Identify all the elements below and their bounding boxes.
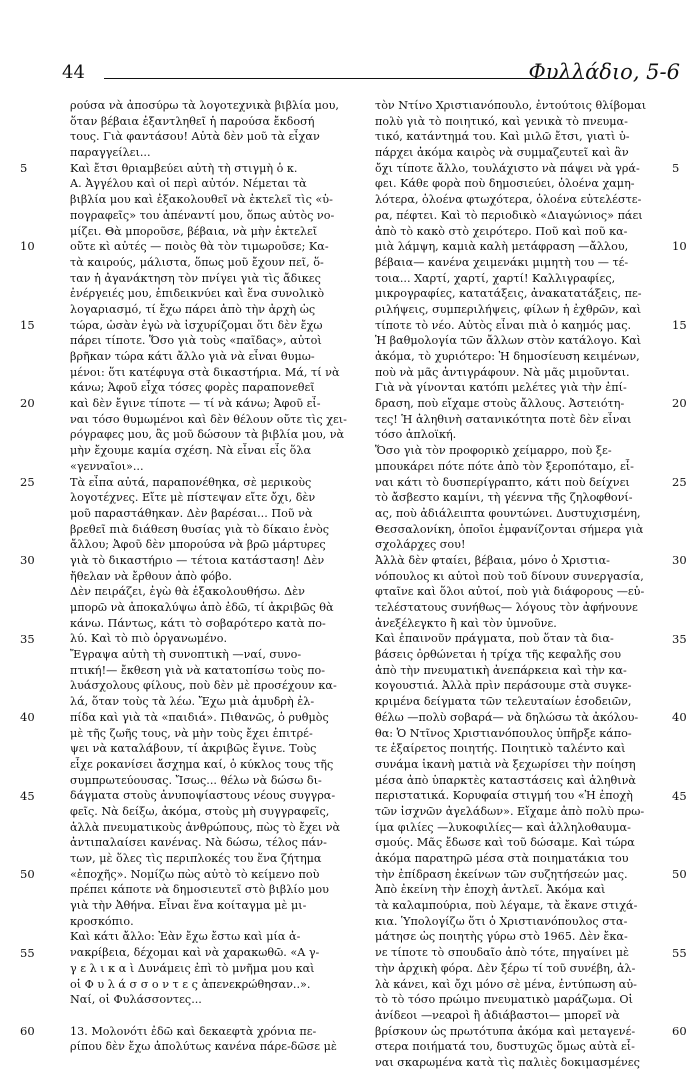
text-line: τίποτε τὸ νέο. Αὐτὸς εἶναι πιὰ ὁ καημός μας. [375,318,632,332]
line-number: 25 [20,474,35,489]
text-line: πολὺ γιὰ τὸ ποιητικό, καὶ γενικὰ τὸ πνευμα- [375,114,628,128]
line-number: 55 [20,945,35,960]
line-number: 10 [672,239,687,254]
text-line: γιὰ τὸ δικαστήριο — τέτοια κατάσταση! Δὲν [70,553,325,567]
text-line: Ἡ βαθμολογία τῶν ἄλλων στὸν κατάλογο. Καὶ [375,334,642,348]
line-number: 35 [672,631,687,646]
text-line: Θεσσαλονίκη, ὁποῖοι ἐμφανίζονται σήμερα γιὰ [375,522,644,536]
text-line: λύ. Καὶ τὸ πιὸ ὀργανωμένο. [70,632,228,646]
text-line: τες! Ἡ ἀληθινὴ σατανικότητα ποτὲ δὲν εἶναι [375,412,632,426]
text-line: ὅταν βέβαια ἐξαντληθεῖ ἡ παρούσα ἔκδοσή [70,114,315,128]
text-line: οἱ Φ υ λ ά σ σ ο ν τ ε ς ἀπενεκρώθησαν..». [70,977,311,991]
text-line: ἀκόμα παρατηρῶ μέσα στὰ ποιηματάκια του [375,852,629,865]
text-line: μοῦ παραστάθηκαν. Δὲν βαρέσαι... Ποῦ νὰ [70,506,313,520]
text-line: γ ε λ ι κ α ὶ Δυνάμεις ἐπὶ τὸ μνῆμα μου καὶ [70,961,315,975]
text-line: των, μὲ ὅλες τὶς περιπλοκές του ἕνα ζήτημα [70,852,322,865]
text-line: τε ἐξαίρετος ποιητής. Ποιητικὸ ταλέντο καὶ [375,742,626,756]
text-line: νε τίποτε τὸ σπουδαῖο ἀπὸ τότε, πηγαίνει μὲ [375,946,630,960]
text-line: ἀντιπαλαίσει κανένας. Νὰ δώσω, τέλος πάν- [70,836,327,850]
text-line: Ναί, οἱ Φυλάσσοντες... [70,993,202,1007]
text-line: τὴν ἐπίδραση ἐκείνων τῶν συζητήσεών μας. [375,867,628,881]
text-line: τικό, κατάντημά του. Καὶ μιλῶ ἔτσι, γιατὶ ὑ- [375,130,630,144]
text-line: τους. Γιὰ φαντάσου! Αὐτὰ δὲν μοῦ τὰ εἶχαν [70,130,320,144]
text-line: μάτησε ὡς ποιητὴς γύρω στὸ 1965. Δὲν ἔκα- [375,930,628,944]
text-line: ἀνίδεοι —νεαροὶ ἢ ἀδιάβαστοι— μπορεῖ νὰ [375,1008,620,1022]
text-line: πογραφεῖς» του ἀπέναντί μου, ὅπως αὐτὸς νο- [70,208,335,222]
text-line: θέλω —πολὺ σοβαρά— νὰ δηλώσω τὰ ἀκόλου- [375,710,639,724]
text-line: Δὲν πειράζει, ἐγὼ θὰ ἐξακολουθήσω. Δὲν [70,585,305,599]
text-line: τῶν ἰσχνῶν ἀγελάδων». Εἴχαμε ἀπὸ πολὺ πρω- [375,804,645,818]
text-line: πάρχει ἀκόμα καιρὸς νὰ συμμαζευτεῖ καὶ ἂν [375,146,629,160]
text-line: πάρει τίποτε. Ὅσο γιὰ τοὺς «παῖδας», αὐτοὶ [70,334,322,348]
text-line: ἀλλὰ πνευματικοὺς ἀνθρώπους, πὼς τὸ ἔχει νὰ [70,820,341,834]
text-line: 13. Μολονότι ἐδῶ καὶ δεκαεφτὰ χρόνια πε- [70,1024,317,1038]
line-number: 45 [20,788,35,803]
text-line: βιβλία μου καὶ ἐξακολουθεῖ νὰ ἐκτελεῖ τὶς «ὑ- [70,193,333,207]
text-line: πτική!— ἔκθεση γιὰ νὰ κατατοπίσω τοὺς πο- [70,663,326,677]
text-line: νόπουλος κι αὐτοὶ ποὺ τοῦ δίνουν συνεργασία, [375,569,644,583]
text-line: στερα ποιήματά του, δυστυχῶς ὅμως αὐτὰ εἶ- [375,1040,635,1054]
text-line: ἀπὸ τὸ κακὸ στὸ χειρότερο. Ποῦ καὶ ποῦ κα- [375,224,628,238]
text-line: τόσο ἁπλοϊκή. [375,428,457,442]
text-line: σμούς. Μᾶς ἔδωσε καὶ τοῦ δώσαμε. Καὶ τώρα [375,836,635,850]
text-line: ἀπὸ τὴν πνευματικὴ ἀνεπάρκεια καὶ τὴν κα- [375,663,627,677]
text-line: νακρίβεια, δέχομαι καὶ νὰ χαρακωθῶ. «Α γ- [70,946,320,960]
text-line: ψει νὰ καταλάβουν, τί ἀκριβῶς ἔγινε. Τοὺς [70,742,317,756]
text-line: λότερα, ὁλοένα φτωχότερα, ὁλοένα εὐτελέστε- [375,193,642,207]
text-line: Ἀπὸ ἐκείνη τὴν ἐποχὴ ἀντλεῖ. Ἀκόμα καὶ [375,883,606,897]
text-line: Α. Ἀγγέλου καὶ οἱ περὶ αὐτόν. Νέμεται τὰ [70,177,307,191]
text-line: σχολάρχες σου! [375,538,466,552]
line-number: 40 [672,710,687,725]
line-number: 15 [20,317,35,332]
text-line: μικρογραφίες, κατατάξεις, ἀνακατατάξεις, πε- [375,287,642,301]
text-line: παραγγείλει... [70,146,151,160]
text-line: βρῆκαν τώρα κάτι ἄλλο γιὰ νὰ εἶναι θυμω- [70,350,315,363]
text-line: λογαριασμό, τί ἔχω πάρει ἀπὸ τὴν ἀρχὴ ὡς [70,302,316,316]
text-line: Τὰ εἶπα αὐτά, παραπονέθηκα, σὲ μερικοὺς [70,475,312,489]
text-line: Καὶ κάτι ἄλλο: Ἐὰν ἔχω ἔστω καὶ μία ἀ- [70,930,301,944]
line-number: 35 [20,631,35,646]
text-line: οὔτε κὶ αὐτές — ποιὸς θὰ τὸν τιμωροῦσε; Κα- [70,240,329,254]
text-line: γιὰ τὴν Ἀθήνα. Εἶναι ἕνα κοίταγμα μὲ μι- [70,899,307,913]
text-line: βρεθεῖ πιὰ διάθεση θυσίας γιὰ τὸ δίκαιο ἑνὸς [70,522,330,536]
text-line: κια. Ὑπολογίζω ὅτι ὁ Χριστιανόπουλος στα- [375,914,628,928]
line-number: 60 [672,1024,687,1039]
text-line: τώρα, ὡσὰν ἐγὼ νὰ ἰσχυρίζομαι ὅτι δὲν ἔχω [70,318,323,332]
text-line: ριλήψεις, συμπεριλήψεις, φίλων ἡ ἐχθρῶν, καὶ [375,302,642,316]
text-line: μπορῶ νὰ ἀποκαλύψω ἀπὸ ἐδῶ, τί ἀκριβῶς θὰ [70,601,334,614]
line-number: 30 [672,553,687,568]
text-line: εἶχε ροκανίσει ἄσχημα καί, ὁ κύκλος τους τῆς [70,757,334,771]
line-number: 15 [672,317,687,332]
text-line: καὶ δὲν ἔγινε τίποτε — τί νὰ κάνω; Ἀφοῦ εἶ- [70,397,321,411]
line-number: 50 [672,867,687,882]
text-line: Καὶ ἔτσι θριαμβεύει αὐτὴ τὴ στιγμὴ ὁ κ. [70,161,298,175]
text-line: μὴν ἔχουμε καμία σχέση. Νὰ εἶναι εἷς ὅλα [70,444,312,458]
text-line: τὸ τὸ τόσο πρώιμο πνευματικὸ μαράζωμα. Οἱ [375,993,633,1007]
text-line: τὸ ἄσβεστο καμίνι, τὴ γέεννα τῆς ζηλοφθονί- [375,491,633,505]
text-line: λὰ κάνει, καὶ ὄχι μόνο σὲ μένα, ἐντύπωση αὐ- [375,977,637,991]
text-line: ποὺ νὰ μᾶς ἀντιγράφουν. Νὰ μᾶς μιμοῦνται. [375,365,630,379]
line-number: 55 [672,945,687,960]
text-line: ρα, πέφτει. Καὶ τὸ περιοδικὸ «Διαγώνιος» πάει [375,208,643,222]
text-line: τὴν ἀρχικὴ φόρα. Δὲν ξέρω τί τοῦ συνέβη, ἀλ- [375,961,636,975]
text-line: λά, ὅταν τοὺς τὰ λέω. Ἔχω μιὰ ἀμυδρὴ ἐλ- [70,695,315,709]
text-line: μὲ τῆς ζωῆς τους, νὰ μὴν τοὺς ἔχει ἐπιτρέ- [70,726,313,740]
text-line: λυάσχολους φίλους, ποὺ δὲν μὲ προσέχουν κα- [70,679,337,693]
text-line: δάγματα στοὺς ἀνυποψίαστους νέους συγγρα- [70,789,336,803]
text-line: ἄλλου; Ἀφοῦ δὲν μπορούσα νὰ βρῶ μάρτυρες [70,538,326,552]
text-line: τὰ καλαμπούρια, ποὺ λέγαμε, τὰ ἔκανε στιχά- [375,899,638,913]
text-line: Καὶ ἐπαινοῦν πράγματα, ποὺ ὅταν τὰ δια- [375,632,614,646]
text-line: κροσκόπιο. [70,914,134,928]
line-number: 30 [20,553,35,568]
page-header [40,58,680,86]
text-line: ναι τόσο θυμωμένοι καὶ δὲν θέλουν οὔτε τὶς χει- [70,412,347,426]
text-line: ρούσα νὰ ἀποσύρω τὰ λογοτεχνικὰ βιβλία μου, [70,99,339,112]
text-line: λογοτέχνες. Εἴτε μὲ πίστεψαν εἴτε ὄχι, δὲν [70,491,316,505]
line-number: 25 [672,474,687,489]
line-number: 45 [672,788,687,803]
text-line: ναι κάτι τὸ δυσπερίγραπτο, κάτι ποὺ δείχνει [375,475,630,489]
text-line: βρίσκουν ὡς πρωτότυπα ἀκόμα καὶ μεταγενέ- [375,1024,636,1038]
text-line: μιὰ λάμψη, καμιὰ καλὴ μετάφραση —ἄλλου, [375,240,629,254]
text-line: Ὅσο γιὰ τὸν προφορικὸ χείμαρρο, ποὺ ξε- [375,444,612,458]
text-line: ίμα φιλίες —λυκοφιλίες— καὶ ἀλληλοθαυμα- [375,820,631,834]
text-line: Ἔγραψα αὐτὴ τὴ συνοπτικὴ —ναί, συνο- [70,648,302,662]
text-line: κογουστιά. Ἀλλὰ πρὶν περάσουμε στὰ συγκε- [375,679,632,693]
line-number: 20 [20,396,35,411]
right-column [375,98,667,1071]
text-line: «γενναῖοι»... [70,459,144,473]
text-line: Γιὰ νὰ γίνονται κατόπι μελέτες γιὰ τὴν ἐπί- [375,381,627,395]
text-line: μίζει. Θὰ μποροῦσε, βέβαια, νὰ μὴν ἐκτελεῖ [70,224,318,238]
text-line: συμπρωτεύουσας. Ἴσως... θέλω νὰ δώσω δι- [70,773,322,787]
text-line [70,1008,362,1024]
left-column [70,98,362,1055]
text-line: πρέπει κάποτε νὰ δημοσιευτεῖ στὸ βιβλίο μου [70,883,329,897]
text-line: ἀνεξέλεγκτο ἢ καὶ τὸν ὑμνοῦνε. [375,616,557,630]
text-line: φει. Κάθε φορὰ ποὺ δημοσιεύει, ὁλοένα χαμη- [375,177,635,191]
line-number: 5 [672,160,680,175]
text-line: ας, ποὺ ἀδιάλειπτα φουντώνει. Δυστυχισμένη, [375,506,641,520]
header-rule [104,78,584,79]
text-line: «ἐποχῆς». Νομίζω πὼς αὐτὸ τὸ κείμενο ποὺ [70,867,320,881]
line-number: 40 [20,710,35,725]
text-line: ἤθελαν νὰ ἔρθουν ἀπὸ φόβο. [70,569,232,583]
text-line: ταν ἡ ἀγανάκτηση τὸν πνίγει γιὰ τὶς ἄδικες [70,271,321,285]
text-line: περιστατικά. Κορυφαία στιγμή του «Ἡ ἐποχὴ [375,789,633,803]
text-line: βέβαια— κανένα χειμενάκι μιμητὴ του — τέ- [375,255,629,269]
text-line: ἐνέργειές μου, ἐπιδεικνύει καὶ ἕνα συνολικὸ [70,287,325,301]
text-line: μέσα ἀπὸ ὑπαρκτὲς καταστάσεις καὶ ἀληθινὰ [375,773,636,787]
text-line: θα: Ὁ Ντῖνος Χριστιανόπουλος ὑπῆρξε κάπο- [375,726,632,740]
text-line: μένοι: ὅτι κατέφυγα στὰ δικαστήρια. Μά, τί νὰ [70,365,340,379]
text-line: δραση, ποὺ εἴχαμε στοὺς ἄλλους. Ἀστειότη- [375,397,625,411]
text-line: μπουκάρει πότε πότε ἀπὸ τὸν ξεροπόταμο, εἶ- [375,459,634,473]
text-line: συνάμα ἱκανὴ ματιὰ νὰ ξεχωρίσει τὴν ποίηση [375,757,636,771]
line-number: 20 [672,396,687,411]
text-line: ρίπου δὲν ἔχω ἀπολύτως κανένα πάρε-δῶσε μὲ [70,1040,337,1054]
text-line: κάνω. Πάντως, κάτι τὸ σοβαρότερο κατὰ πο- [70,616,326,630]
line-number: 5 [20,160,28,175]
text-line: τὸν Ντίνο Χριστιανόπουλο, ἐντούτοις θλίβομαι [375,99,647,112]
text-line: φεῖς. Νὰ δείξω, ἀκόμα, στοὺς μὴ συγγραφεῖς, [70,804,330,818]
text-line: τὰ καιρούς, μάλιστα, ὅπως μοῦ ἔχουν πεῖ, ὅ- [70,255,324,269]
text-line: Ἀλλὰ δὲν φταίει, βέβαια, μόνο ὁ Χριστια- [375,553,610,567]
line-number: 60 [20,1024,35,1039]
text-line: πίδα καὶ γιὰ τὰ «παιδιά». Πιθανῶς, ὁ ρυθμὸς [70,710,329,724]
line-number: 50 [20,867,35,882]
text-line: φταῖνε καὶ ὅλοι αὐτοί, ποὺ γιὰ διάφορους —εὐ- [375,585,645,599]
text-line: ἀκόμα, τὸ χυριότερο: Ἡ δημοσίευση κειμένων, [375,350,640,363]
line-number: 10 [20,239,35,254]
page-number: 44 [62,62,85,83]
text-line: τοια... Χαρτί, χαρτί, χαρτί! Καλλιγραφίες, [375,271,616,285]
text-line: ὄχι τίποτε ἄλλο, τουλάχιστο νὰ πάψει νὰ γρά- [375,161,640,175]
text-line: κριμένα δείγματα τῶν τελευταίων ἐσοδειῶν, [375,695,632,709]
text-line: τελέστατους συνήθως— λόγους τὸν ἀφήνουνε [375,601,638,614]
text-line: ρόγραφες μου, ἃς μοῦ δώσουν τὰ βιβλία μου, νὰ [70,428,345,442]
text-line: ναι σκαρωμένα κατὰ τὶς παλιὲς δοκιμασμένες [375,1055,640,1069]
text-line: βάσεις ὀρθώνεται ἡ τρίχα τῆς κεφαλῆς σου [375,648,622,662]
running-title: Φυλλάδιο, 5-6 [528,60,680,84]
text-line: κάνω; Ἀφοῦ εἶχα τόσες φορὲς παραπονεθεῖ [70,381,315,395]
